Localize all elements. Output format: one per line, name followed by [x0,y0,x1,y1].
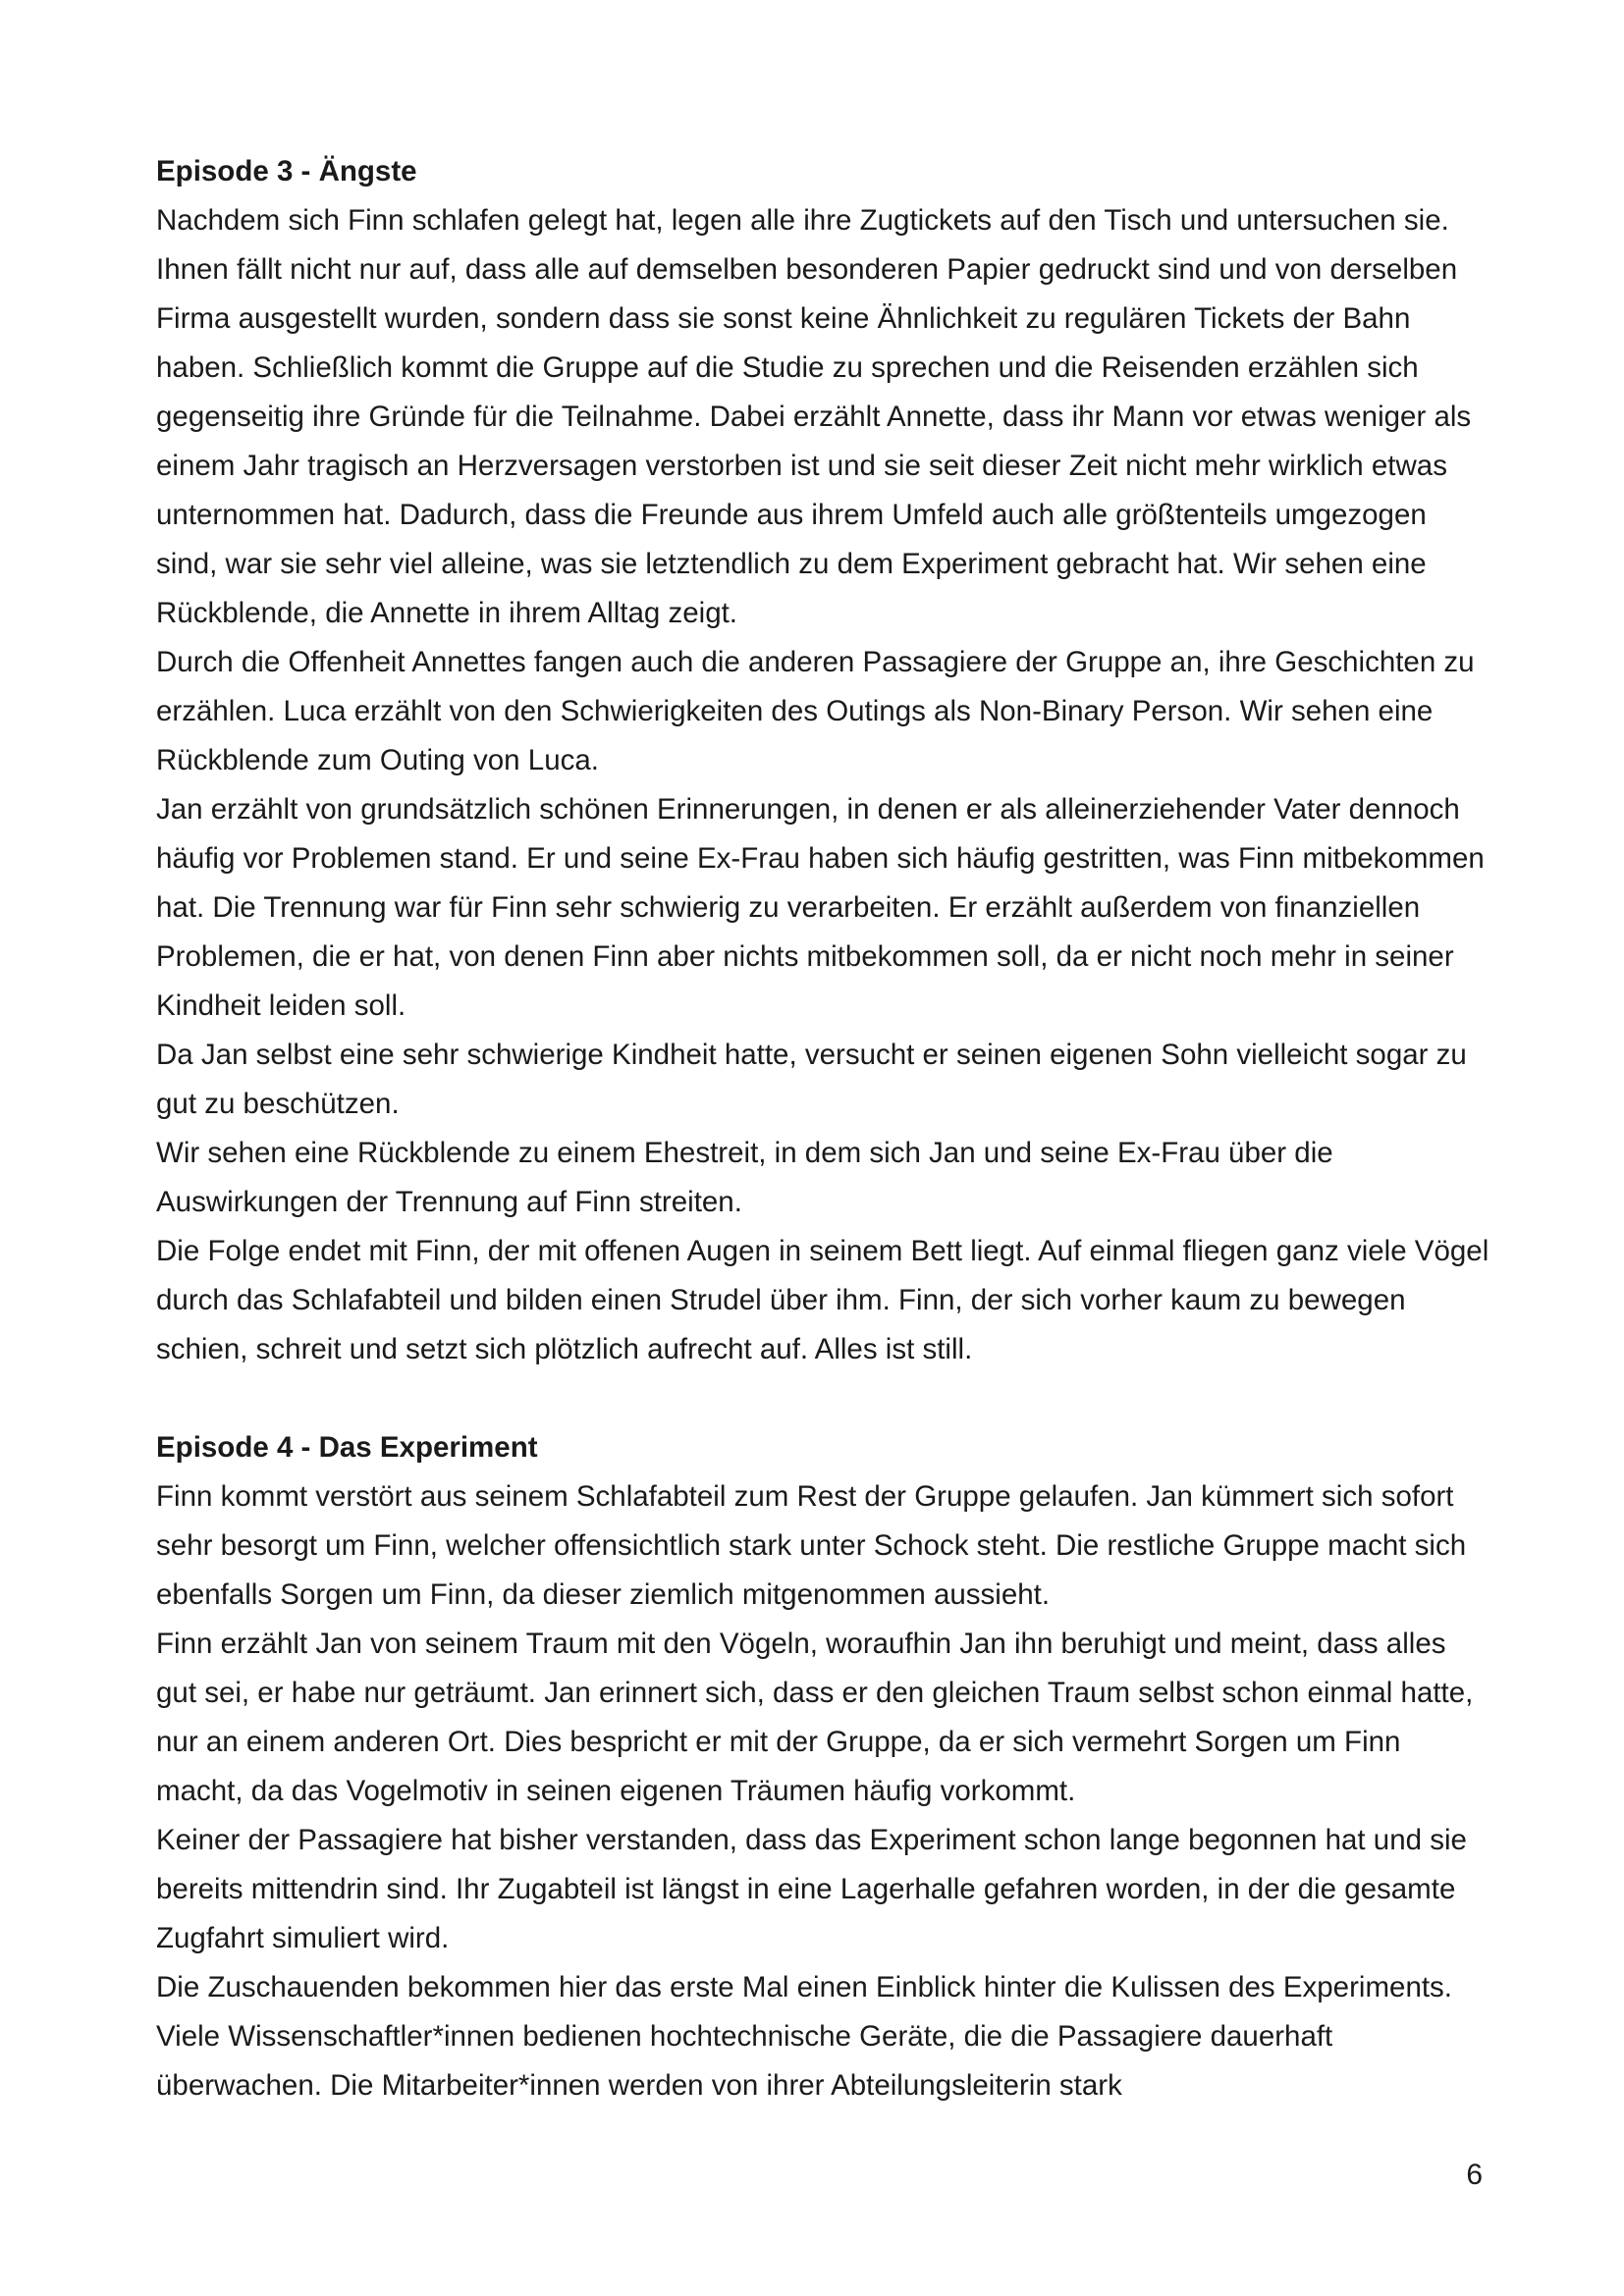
page-number: 6 [1466,2159,1483,2191]
paragraph: Da Jan selbst eine sehr schwierige Kindheit hatte, versucht er seinen eigenen Sohn vielleicht sogar zu gut zu beschützen. [156,1039,1467,1120]
paragraph: Die Zuschauenden bekommen hier das erste Mal einen Einblick hinter die Kulissen des Experiments. Viele Wissenschaftler*innen bedienen hochtechnische Geräte, die die Passagiere dauerhaft überwachen. Die Mitarbeiter*innen werden von ihrer Abteilungsleiterin stark [156,1971,1452,2102]
page-content [156,147,1491,2110]
section-episode-4 [156,1423,1491,2110]
section-title: Episode 3 - Ängste [156,155,417,187]
section-spacer [156,1374,1491,1423]
paragraph: Wir sehen eine Rückblende zu einem Ehestreit, in dem sich Jan und seine Ex-Frau über die Auswirkungen der Trennung auf Finn streiten. [156,1137,1333,1218]
section-episode-3 [156,147,1491,1374]
paragraph: Die Folge endet mit Finn, der mit offenen Augen in seinem Bett liegt. Auf einmal fliegen ganz viele Vögel durch das Schlafabteil und bilden einen Strudel über ihm. Finn, der sich vorher kaum zu bewegen schien, schreit und setzt sich plötzlich aufrecht auf. Alles ist still. [156,1235,1489,1365]
paragraph: Nachdem sich Finn schlafen gelegt hat, legen alle ihre Zugtickets auf den Tisch und untersuchen sie. Ihnen fällt nicht nur auf, dass alle auf demselben besonderen Papier gedruckt sind und von derselben Firma ausgestellt wurden, sondern dass sie sonst keine Ähnlichkeit zu regulären Tickets der Bahn haben. Schließlich kommt die Gruppe auf die Studie zu sprechen und die Reisenden erzählen sich gegenseitig ihre Gründe für die Teilnahme. Dabei erzählt Annette, dass ihr Mann vor etwas weniger als einem Jahr tragisch an Herzversagen verstorben ist und sie seit dieser Zeit nicht mehr wirklich etwas unternommen hat. Dadurch, dass die Freunde aus ihrem Umfeld auch alle größtenteils umgezogen sind, war sie sehr viel alleine, was sie letztendlich zu dem Experiment gebracht hat. Wir sehen eine Rückblende, die Annette in ihrem Alltag zeigt. [156,204,1472,629]
paragraph: Finn erzählt Jan von seinem Traum mit den Vögeln, woraufhin Jan ihn beruhigt und meint, dass alles gut sei, er habe nur geträumt. Jan erinnert sich, dass er den gleichen Traum selbst schon einmal hatte, nur an einem anderen Ort. Dies bespricht er mit der Gruppe, da er sich vermehrt Sorgen um Finn macht, da das Vogelmotiv in seinen eigenen Träumen häufig vorkommt. [156,1628,1474,1807]
paragraph: Durch die Offenheit Annettes fangen auch die anderen Passagiere der Gruppe an, ihre Geschichten zu erzählen. Luca erzählt von den Schwierigkeiten des Outings als Non-Binary Person. Wir sehen eine Rückblende zum Outing von Luca. [156,646,1475,776]
paragraph: Keiner der Passagiere hat bisher verstanden, dass das Experiment schon lange begonnen hat und sie bereits mittendrin sind. Ihr Zugabteil ist längst in eine Lagerhalle gefahren worden, in der die gesamte Zugfahrt simuliert wird. [156,1824,1467,1954]
paragraph: Jan erzählt von grundsätzlich schönen Erinnerungen, in denen er als alleinerziehender Vater dennoch häufig vor Problemen stand. Er und seine Ex-Frau haben sich häufig gestritten, was Finn mitbekommen hat. Die Trennung war für Finn sehr schwierig zu verarbeiten. Er erzählt außerdem von finanziellen Problemen, die er hat, von denen Finn aber nichts mitbekommen soll, da er nicht noch mehr in seiner Kindheit leiden soll. [156,793,1485,1022]
section-title: Episode 4 - Das Experiment [156,1431,538,1464]
paragraph: Finn kommt verstört aus seinem Schlafabteil zum Rest der Gruppe gelaufen. Jan kümmert sich sofort sehr besorgt um Finn, welcher offensichtlich stark unter Schock steht. Die restliche Gruppe macht sich ebenfalls Sorgen um Finn, da dieser ziemlich mitgenommen aussieht. [156,1480,1467,1611]
